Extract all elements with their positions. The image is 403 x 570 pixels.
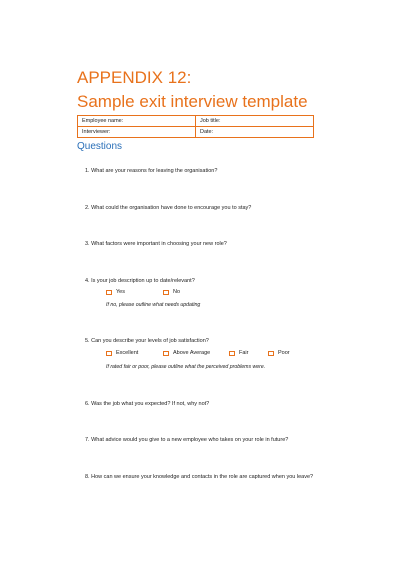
- option-above-average[interactable]: [163, 351, 210, 357]
- option-excellent[interactable]: [106, 351, 138, 357]
- questions-heading: Questions: [77, 141, 123, 152]
- table-row: [78, 127, 314, 138]
- question-4: 4. Is your job description up to date/relevant?: [85, 278, 195, 284]
- q4-note: If no, please outline what needs updating: [106, 302, 201, 308]
- checkbox-icon[interactable]: [163, 290, 169, 295]
- option-label: Above Average: [173, 350, 211, 356]
- option-label: Fair: [239, 350, 249, 356]
- checkbox-icon[interactable]: [163, 351, 169, 356]
- option-label: No: [173, 289, 181, 295]
- option-label: Excellent: [116, 350, 139, 356]
- date-field[interactable]: Date:: [196, 127, 314, 138]
- checkbox-icon[interactable]: [229, 351, 235, 356]
- option-label: Yes: [116, 289, 125, 295]
- document-title: Sample exit interview template: [77, 92, 308, 111]
- appendix-title: APPENDIX 12:: [77, 68, 192, 87]
- job-title-field[interactable]: Job title:: [196, 116, 314, 127]
- question-8: 8. How can we ensure your knowledge and contacts in the role are captured when you leave?: [85, 474, 314, 480]
- question-7: 7. What advice would you give to a new employee who takes on your role in future?: [85, 437, 289, 443]
- option-no[interactable]: [163, 290, 180, 296]
- question-2: 2. What could the organisation have done to encourage you to stay?: [85, 205, 252, 211]
- option-fair[interactable]: [229, 351, 248, 357]
- employee-name-field[interactable]: Employee name:: [78, 116, 196, 127]
- info-table: [77, 115, 314, 138]
- option-label: Poor: [278, 350, 290, 356]
- checkbox-icon[interactable]: [106, 351, 112, 356]
- option-yes[interactable]: [106, 290, 125, 296]
- checkbox-icon[interactable]: [106, 290, 112, 295]
- interviewer-field[interactable]: Interviewer:: [78, 127, 196, 138]
- question-3: 3. What factors were important in choosing your new role?: [85, 241, 227, 247]
- option-poor[interactable]: [268, 351, 290, 357]
- q5-note: If rated fair or poor, please outline what the perceived problems were.: [106, 364, 266, 370]
- table-row: [78, 116, 314, 127]
- question-5: 5. Can you describe your levels of job satisfaction?: [85, 338, 209, 344]
- checkbox-icon[interactable]: [268, 351, 274, 356]
- question-6: 6. Was the job what you expected? If not, why not?: [85, 401, 210, 407]
- question-1: 1. What are your reasons for leaving the organisation?: [85, 168, 218, 174]
